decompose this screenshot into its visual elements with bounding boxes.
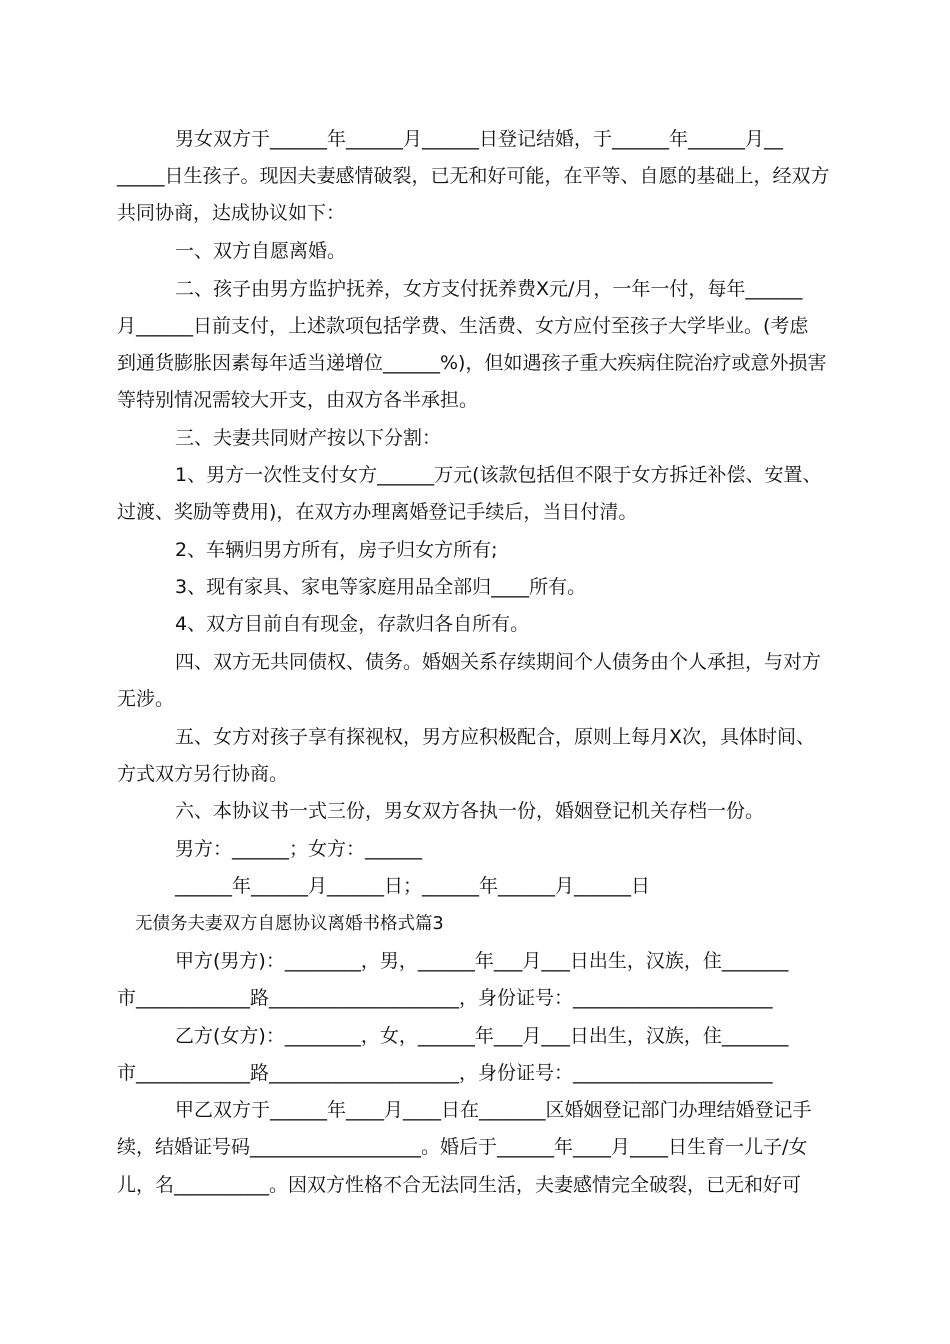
paragraph-line: 到通货膨胀因素每年适当递增位______%)，但如遇孩子重大疾病住院治疗或意外损害 bbox=[117, 352, 827, 374]
paragraph-line: 市____________路____________________，身份证号：_____________________ bbox=[117, 1062, 773, 1084]
paragraph-line: 一、双方自愿离婚。 bbox=[175, 240, 347, 262]
paragraph-line: 市____________路____________________，身份证号：_____________________ bbox=[117, 987, 773, 1009]
paragraph-line: 续，结婚证号码__________________。婚后于______年____月____日生育一儿子/女 bbox=[117, 1136, 808, 1158]
paragraph-line: 二、孩子由男方监护抚养，女方支付抚养费X元/月，一年一付，每年______ bbox=[175, 278, 803, 300]
paragraph-line: _____日生孩子。现因夫妻感情破裂，已无和好可能，在平等、自愿的基础上，经双方 bbox=[117, 165, 830, 187]
paragraph-line: 乙方(女方)：________，女，______年___月___日出生，汉族，住_______ bbox=[175, 1025, 789, 1047]
paragraph-line: 甲方(男方)：________，男，______年___月___日出生，汉族，住_______ bbox=[175, 950, 789, 972]
paragraph-line: 无涉。 bbox=[117, 688, 175, 710]
paragraph-line: 方式双方另行协商。 bbox=[117, 763, 289, 785]
section-heading: 无债务夫妻双方自愿协议离婚书格式篇3 bbox=[135, 914, 444, 934]
paragraph-line: 男女双方于______年______月______日登记结婚，于______年______月__ bbox=[175, 128, 784, 150]
paragraph-line: 甲乙双方于______年____月____日在_______区婚姻登记部门办理结婚登记手 bbox=[175, 1099, 812, 1121]
paragraph-line: 四、双方无共同债权、债务。婚姻关系存续期间个人债务由个人承担，与对方 bbox=[175, 651, 822, 673]
paragraph-line: 2、车辆归男方所有，房子归女方所有; bbox=[175, 539, 498, 561]
paragraph-line: 3、现有家具、家电等家庭用品全部归____所有。 bbox=[175, 576, 587, 598]
paragraph-line: 共同协商，达成协议如下： bbox=[117, 202, 346, 224]
signature-line: 男方：______；女方：______ bbox=[175, 838, 423, 860]
paragraph-line: 六、本协议书一式三份，男女双方各执一份，婚姻登记机关存档一份。 bbox=[175, 800, 765, 822]
paragraph-line: 过渡、奖励等费用)，在双方办理离婚登记手续后，当日付清。 bbox=[117, 501, 638, 523]
paragraph-line: 4、双方目前自有现金，存款归各自所有。 bbox=[175, 613, 530, 635]
paragraph-line: 月______日前支付，上述款项包括学费、生活费、女方应付至孩子大学毕业。(考虑 bbox=[117, 315, 809, 337]
paragraph-line: 五、女方对孩子享有探视权，男方应积极配合，原则上每月X次，具体时间、 bbox=[175, 726, 816, 748]
paragraph-line: 儿，名__________。因双方性格不合无法同生活，夫妻感情完全破裂，已无和好可 bbox=[117, 1174, 802, 1196]
paragraph-line: 三、夫妻共同财产按以下分割： bbox=[175, 427, 442, 449]
paragraph-line: 1、男方一次性支付女方______万元(该款包括但不限于女方拆迁补偿、安置、 bbox=[175, 464, 822, 486]
paragraph-line: 等特别情况需较大开支，由双方各半承担。 bbox=[117, 389, 479, 411]
date-line: ______年______月______日；______年______月______日 bbox=[175, 875, 651, 897]
